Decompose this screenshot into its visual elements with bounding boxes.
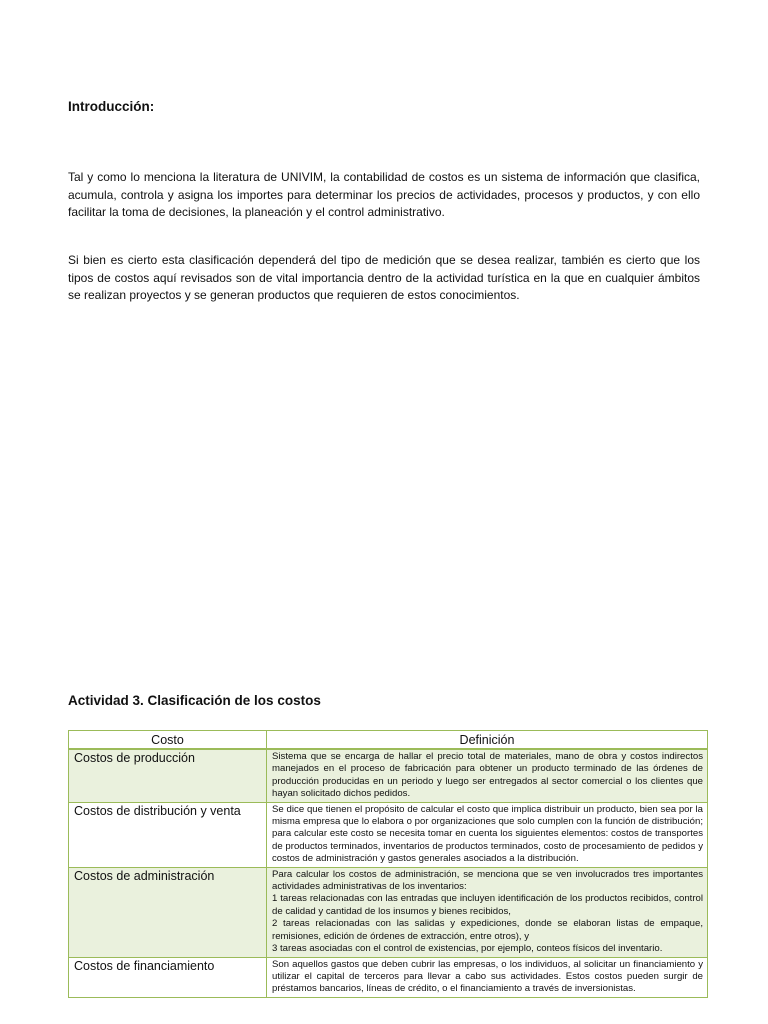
activity-heading: Actividad 3. Clasificación de los costos bbox=[68, 693, 321, 708]
table-row bbox=[69, 957, 708, 997]
cost-name: Costos de producción bbox=[69, 749, 267, 802]
definition-text: 3 tareas asociadas con el control de existencias, por ejemplo, conteos físicos del inventario. bbox=[272, 943, 663, 955]
cost-definition bbox=[267, 867, 708, 957]
definition-text: Son aquellos gastos que deben cubrir las empresas, o los individuos, al solicitar un financiamiento y utilizar el capital de terceros para llevar a cabo sus actividades. Estos costos pueden surgir de préstamos bancarios, líneas de crédito, o el financiamiento a través de inversionistas. bbox=[272, 958, 703, 995]
column-header-definition: Definición bbox=[267, 731, 708, 750]
definition-text: Para calcular los costos de administración, se menciona que se ven involucrados tres importantes actividades administrativas de los inventarios: bbox=[272, 868, 703, 893]
cost-definition bbox=[267, 802, 708, 867]
table-header-row bbox=[69, 731, 708, 750]
table-row bbox=[69, 749, 708, 802]
cost-name: Costos de financiamiento bbox=[69, 957, 267, 997]
intro-paragraph: Tal y como lo menciona la literatura de UNIVIM, la contabilidad de costos es un sistema de información que clasifica, acumula, controla y asigna los importes para determinar los precios de actividades, procesos y productos, y con ello facilitar la toma de decisiones, la planeación y el control administrativo. bbox=[68, 170, 700, 219]
table-row bbox=[69, 867, 708, 957]
definition-text: 2 tareas relacionadas con las salidas y expediciones, donde se elaboran listas de empaque, remisiones, edición de órdenes de extracción, entre otros), y bbox=[272, 918, 703, 942]
costs-table bbox=[68, 730, 708, 998]
definition-text: Sistema que se encarga de hallar el precio total de materiales, mano de obra y costos indirectos manejados en el proceso de fabricación para obtener un producto terminado de las órdenes de producción producidas en un periodo y luego ser entregados al sector comercial o los clientes que hayan solicitado dichos pedidos. bbox=[272, 751, 703, 800]
cost-name: Costos de administración bbox=[69, 867, 267, 957]
cost-definition bbox=[267, 957, 708, 997]
definition-text: Se dice que tienen el propósito de calcular el costo que implica distribuir un producto, bien sea por la misma empresa que lo elabora o por organizaciones que solo cumplen con la función de distribución; para calcular este costo se necesita tomar en cuenta los siguientes elementos: costos de transportes de productos terminados, inventarios de productos terminados, costo de procesamiento de pedidos y costos de administración y gastos generales asociados a la distribución. bbox=[272, 803, 703, 865]
column-header-cost: Costo bbox=[69, 731, 267, 750]
table-row bbox=[69, 802, 708, 867]
intro-heading: Introducción: bbox=[68, 99, 155, 114]
intro-paragraph: Si bien es cierto esta clasificación dependerá del tipo de medición que se desea realizar, también es cierto que los tipos de costos aquí revisados son de vital importancia dentro de la actividad turística en la que en cualquier ámbitos se realizan proyectos y se generan productos que requieren de estos conocimientos. bbox=[68, 253, 700, 302]
cost-name: Costos de distribución y venta bbox=[69, 802, 267, 867]
definition-text: 1 tareas relacionadas con las entradas que incluyen identificación de los productos recibidos, control de calidad y cantidad de los insumos y bienes recibidos, bbox=[272, 893, 703, 917]
cost-definition bbox=[267, 749, 708, 802]
